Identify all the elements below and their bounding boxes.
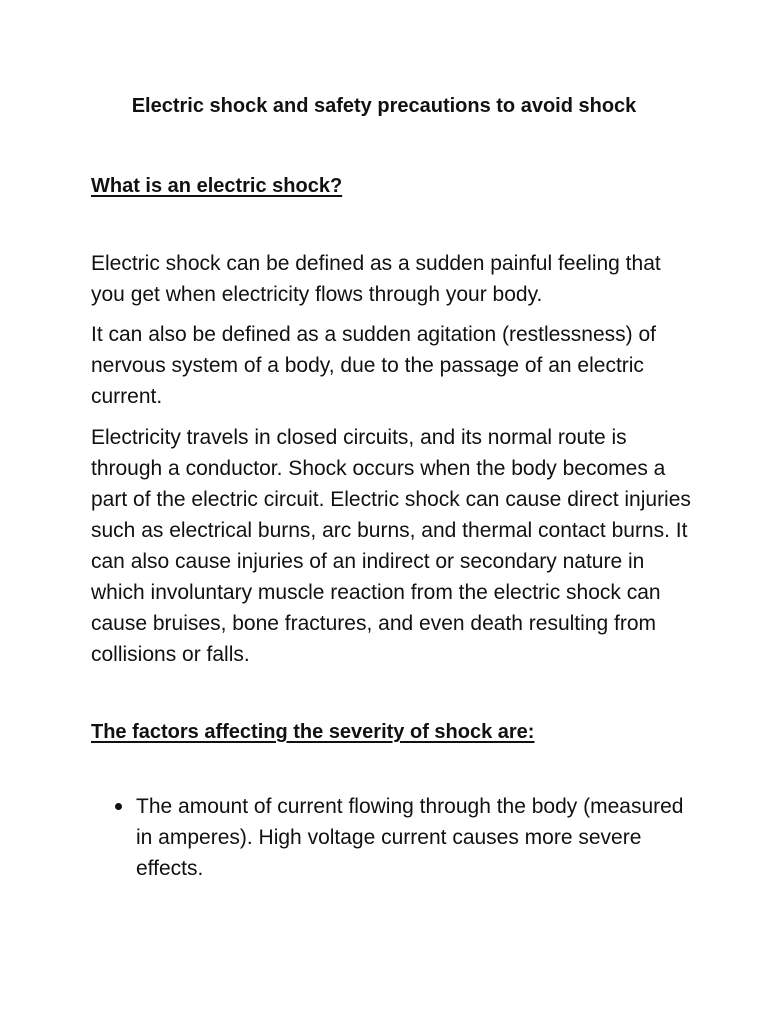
- paragraph-electricity-circuits: Electricity travels in closed circuits, and its normal route is through a conductor. Shock occurs when the body becomes a part of the electric circuit. Electric shock can cause direct injuries such as electrical burns, arc burns, and thermal contact burns. It can also cause injuries of an indirect or secondary nature in which involuntary muscle reaction from the electric shock can cause bruises, bone fractures, and even death resulting from collisions or falls.: [91, 426, 691, 666]
- bullet-icon: [115, 803, 122, 810]
- paragraph-definition: Electric shock can be defined as a sudden painful feeling that you get when electricity flows through your body.: [91, 252, 661, 306]
- document-title: Electric shock and safety precautions to avoid shock: [131, 95, 637, 117]
- list-item-text: The amount of current flowing through the body (measured in amperes). High voltage current causes more severe effects.: [136, 795, 684, 880]
- list-item: [91, 791, 691, 884]
- severity-factors-list: [91, 791, 691, 884]
- section-heading-severity-factors: The factors affecting the severity of shock are:: [91, 721, 535, 743]
- paragraph-alternate-definition: It can also be defined as a sudden agitation (restlessness) of nervous system of a body, due to the passage of an electric current.: [91, 323, 657, 408]
- section-heading-what-is-electric-shock: What is an electric shock?: [91, 175, 343, 197]
